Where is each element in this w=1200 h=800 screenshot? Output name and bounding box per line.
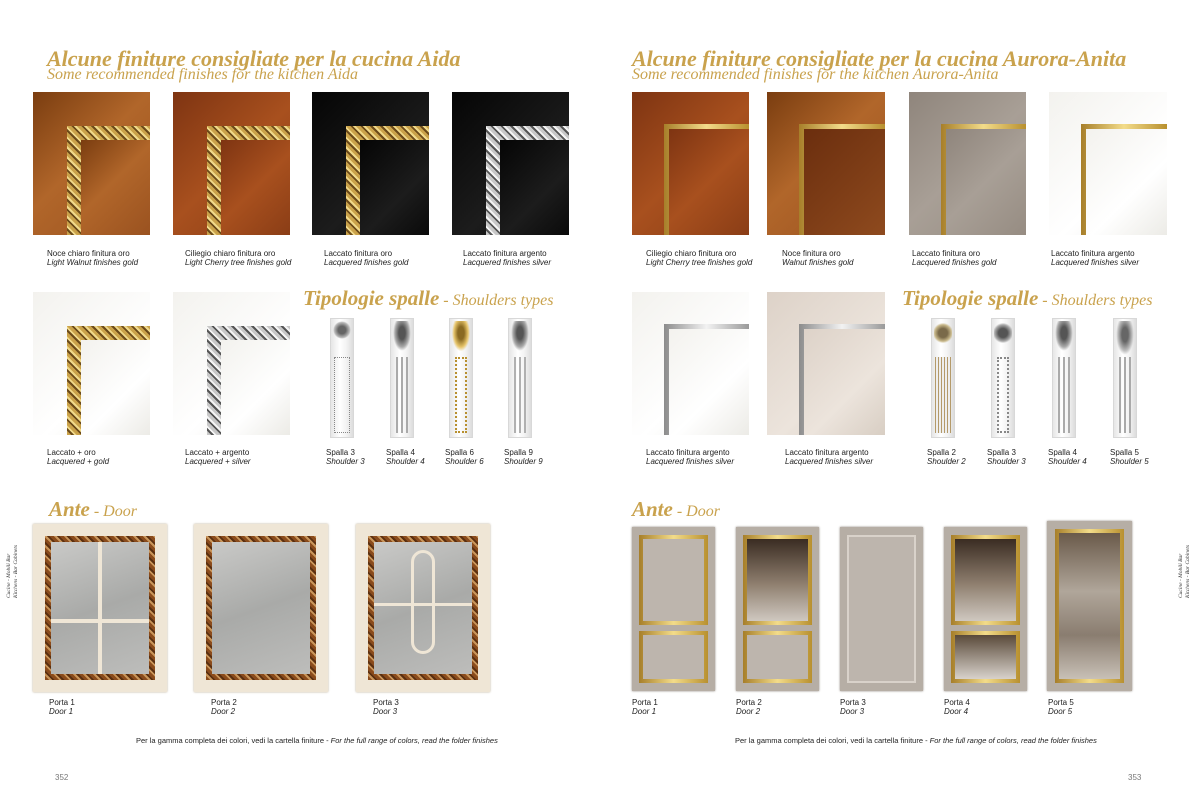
page-number: 352: [55, 773, 69, 782]
swatch-light-walnut-gold: [33, 92, 150, 235]
shoulders-heading: Tipologie spalle - Shoulders types: [303, 286, 554, 310]
door-caption: Porta 4 Door 4: [944, 698, 970, 716]
shoulder-caption: Spalla 2 Shoulder 2: [927, 448, 966, 466]
swatch-lacquered-silver-white: [632, 292, 749, 435]
shoulders-heading: Tipologie spalle - Shoulders types: [902, 286, 1153, 310]
swatch-light-cherry-gold: [173, 92, 290, 235]
finish-caption: Laccato finitura oro Lacquered finishes gold: [912, 249, 997, 267]
swatch-lacquered-silver-white: [173, 292, 290, 435]
swatch-lacquered-silver-black: [452, 92, 569, 235]
finish-caption: Laccato finitura argento Lacquered finishes silver: [463, 249, 552, 267]
door-3: [356, 524, 490, 692]
shoulder-caption: Spalla 4 Shoulder 4: [1048, 448, 1087, 466]
finish-caption: Noce finitura oro Walnut finishes gold: [782, 249, 854, 267]
doors-heading: Ante - Door: [632, 497, 720, 521]
door-1: [632, 527, 715, 691]
right-page-title: Alcune finiture consigliate per la cucina Aurora-Anita: [632, 46, 1127, 71]
door-5: [1047, 521, 1132, 691]
side-label: Cucine - Mobili Bar Kitchens - Bar Cabinets: [6, 545, 19, 599]
pilaster-shoulder-4: [390, 318, 414, 438]
door-caption: Porta 3 Door 3: [373, 698, 399, 716]
pilaster-shoulder-3: [991, 318, 1015, 438]
shoulder-caption: Spalla 4 Shoulder 4: [386, 448, 425, 466]
swatch-lacquered-gold-grey: [909, 92, 1026, 235]
swatch-lacquered-gold-white: [1049, 92, 1167, 235]
pilaster-shoulder-6: [449, 318, 473, 438]
pilaster-shoulder-9: [508, 318, 532, 438]
swatch-cherry-gold: [632, 92, 749, 235]
left-page-title: Alcune finiture consigliate per la cucina Aida: [47, 46, 461, 71]
door-caption: Porta 2 Door 2: [211, 698, 237, 716]
pilaster-shoulder-5: [1113, 318, 1137, 438]
page-number: 353: [1128, 773, 1142, 782]
door-2: [736, 527, 819, 691]
finish-caption: Laccato finitura argento Lacquered finishes silver: [646, 448, 735, 466]
door-caption: Porta 5 Door 5: [1048, 698, 1074, 716]
finish-caption: Laccato finitura oro Lacquered finishes gold: [324, 249, 409, 267]
shoulder-caption: Spalla 5 Shoulder 5: [1110, 448, 1149, 466]
finish-caption: Laccato + oro Lacquered + gold: [47, 448, 110, 466]
door-caption: Porta 1 Door 1: [632, 698, 658, 716]
finish-caption: Laccato finitura argento Lacquered finishes silver: [1051, 249, 1140, 267]
finish-caption: Laccato + argento Lacquered + silver: [185, 448, 251, 466]
footnote: Per la gamma completa dei colori, vedi la cartella finiture - For the full range of colors, read the folder finishes: [136, 736, 498, 745]
shoulder-caption: Spalla 3 Shoulder 3: [326, 448, 365, 466]
swatch-lacquered-silver-beige: [767, 292, 885, 435]
door-caption: Porta 2 Door 2: [736, 698, 762, 716]
right-page-subtitle: Some recommended finishes for the kitchen Aurora-Anita: [632, 66, 999, 83]
shoulder-caption: Spalla 6 Shoulder 6: [445, 448, 484, 466]
pilaster-shoulder-3: [330, 318, 354, 438]
swatch-walnut-gold: [767, 92, 885, 235]
door-4: [944, 527, 1027, 691]
footnote: Per la gamma completa dei colori, vedi la cartella finiture - For the full range of colors, read the folder finishes: [735, 736, 1097, 745]
finish-caption: Noce chiaro finitura oro Light Walnut finishes gold: [47, 249, 139, 267]
door-3: [840, 527, 923, 691]
door-2: [194, 524, 328, 692]
side-label: Cucine - Mobili Bar Kitchens - Bar Cabinets: [1178, 545, 1191, 599]
pilaster-shoulder-2: [931, 318, 955, 438]
shoulder-caption: Spalla 9 Shoulder 9: [504, 448, 543, 466]
finish-caption: Ciliegio chiaro finitura oro Light Cherry tree finishes gold: [646, 249, 753, 267]
pilaster-shoulder-4: [1052, 318, 1076, 438]
door-1: [33, 524, 167, 692]
door-caption: Porta 3 Door 3: [840, 698, 866, 716]
swatch-lacquered-gold-black: [312, 92, 429, 235]
left-page-subtitle: Some recommended finishes for the kitchen Aida: [47, 66, 359, 83]
finish-caption: Ciliegio chiaro finitura oro Light Cherry tree finishes gold: [185, 249, 292, 267]
doors-heading: Ante - Door: [49, 497, 137, 521]
shoulder-caption: Spalla 3 Shoulder 3: [987, 448, 1026, 466]
swatch-lacquered-gold-white: [33, 292, 150, 435]
finish-caption: Laccato finitura argento Lacquered finishes silver: [785, 448, 874, 466]
door-caption: Porta 1 Door 1: [49, 698, 75, 716]
